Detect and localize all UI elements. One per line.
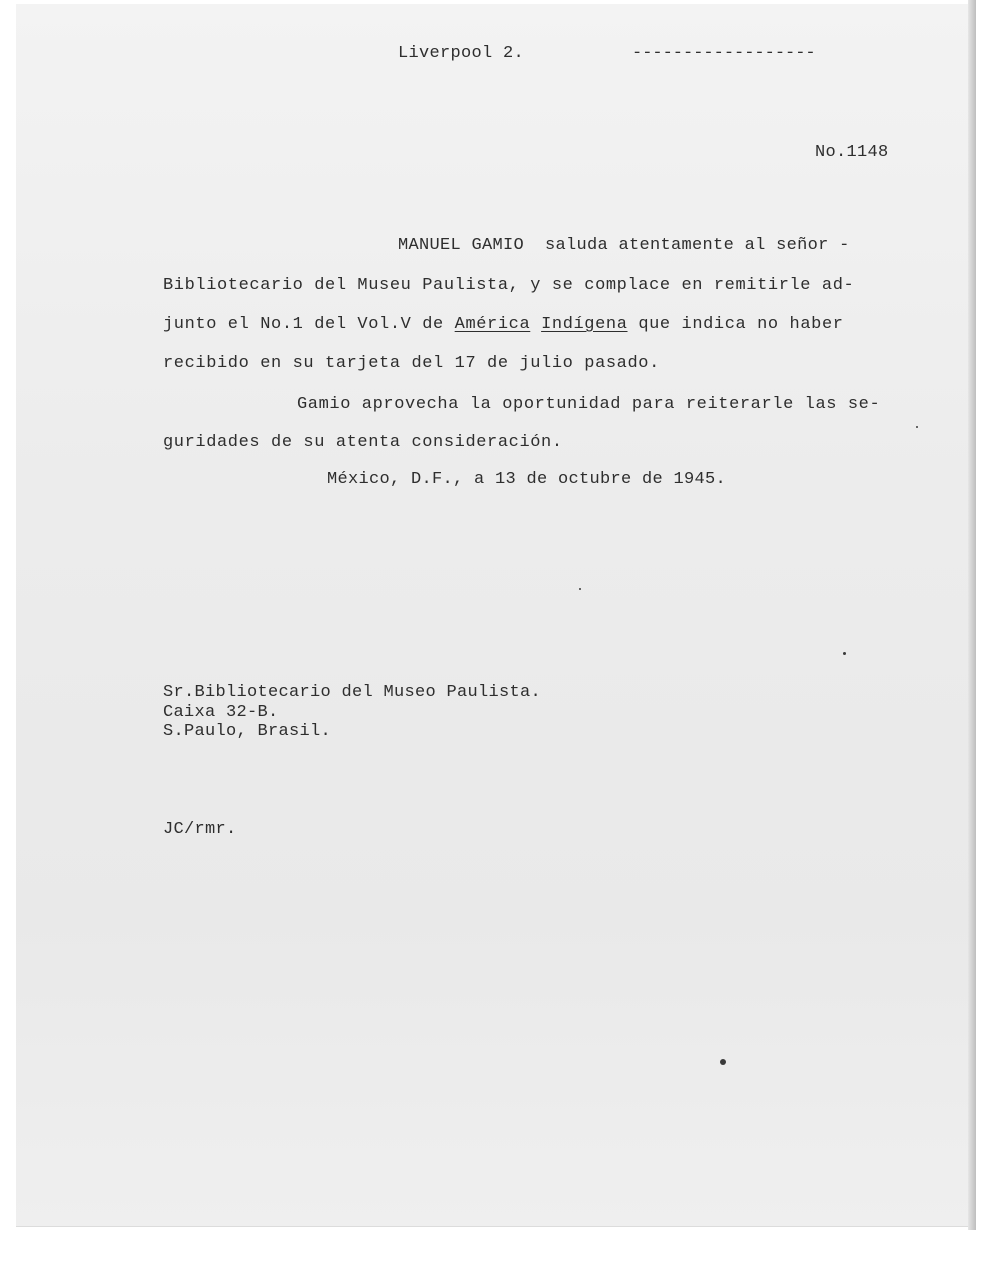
ink-speck [579, 588, 581, 590]
header-dashes: ------------------ [632, 44, 816, 63]
body-line-3 [163, 315, 844, 334]
typist-initials: JC/rmr. [163, 820, 237, 839]
body-line-1-rest: saluda atentamente al señor - [524, 236, 850, 255]
journal-title-part-1: América [454, 315, 531, 334]
sender-name: MANUEL GAMIO [398, 236, 525, 255]
body-line-5: Gamio aprovecha la oportunidad para reiterarle las se- [297, 395, 881, 414]
paper-edge-shadow [968, 0, 976, 1230]
ink-speck [720, 1059, 726, 1065]
body-line-3-pre: junto el No.1 del Vol.V de [163, 315, 455, 334]
body-line-3-post: que indica no haber [627, 315, 844, 334]
address-line-2: Caixa 32-B. [163, 703, 279, 722]
body-line-2: Bibliotecario del Museu Paulista, y se complace en remitirle ad- [163, 276, 855, 295]
body-line-1 [398, 236, 850, 255]
paper-sheet [16, 4, 976, 1227]
body-line-3-space [530, 315, 541, 334]
ink-speck [843, 652, 846, 655]
address-line-3: S.Paulo, Brasil. [163, 722, 332, 741]
ink-speck [916, 426, 918, 428]
body-line-6: guridades de su atenta consideración. [163, 433, 563, 452]
date-line: México, D.F., a 13 de octubre de 1945. [327, 470, 727, 489]
header-city: Liverpool 2. [398, 44, 525, 63]
body-line-4: recibido en su tarjeta del 17 de julio pasado. [163, 354, 660, 373]
journal-title-part-2: Indígena [541, 315, 628, 334]
address-line-1: Sr.Bibliotecario del Museo Paulista. [163, 683, 542, 702]
document-number: No.1148 [815, 143, 889, 162]
